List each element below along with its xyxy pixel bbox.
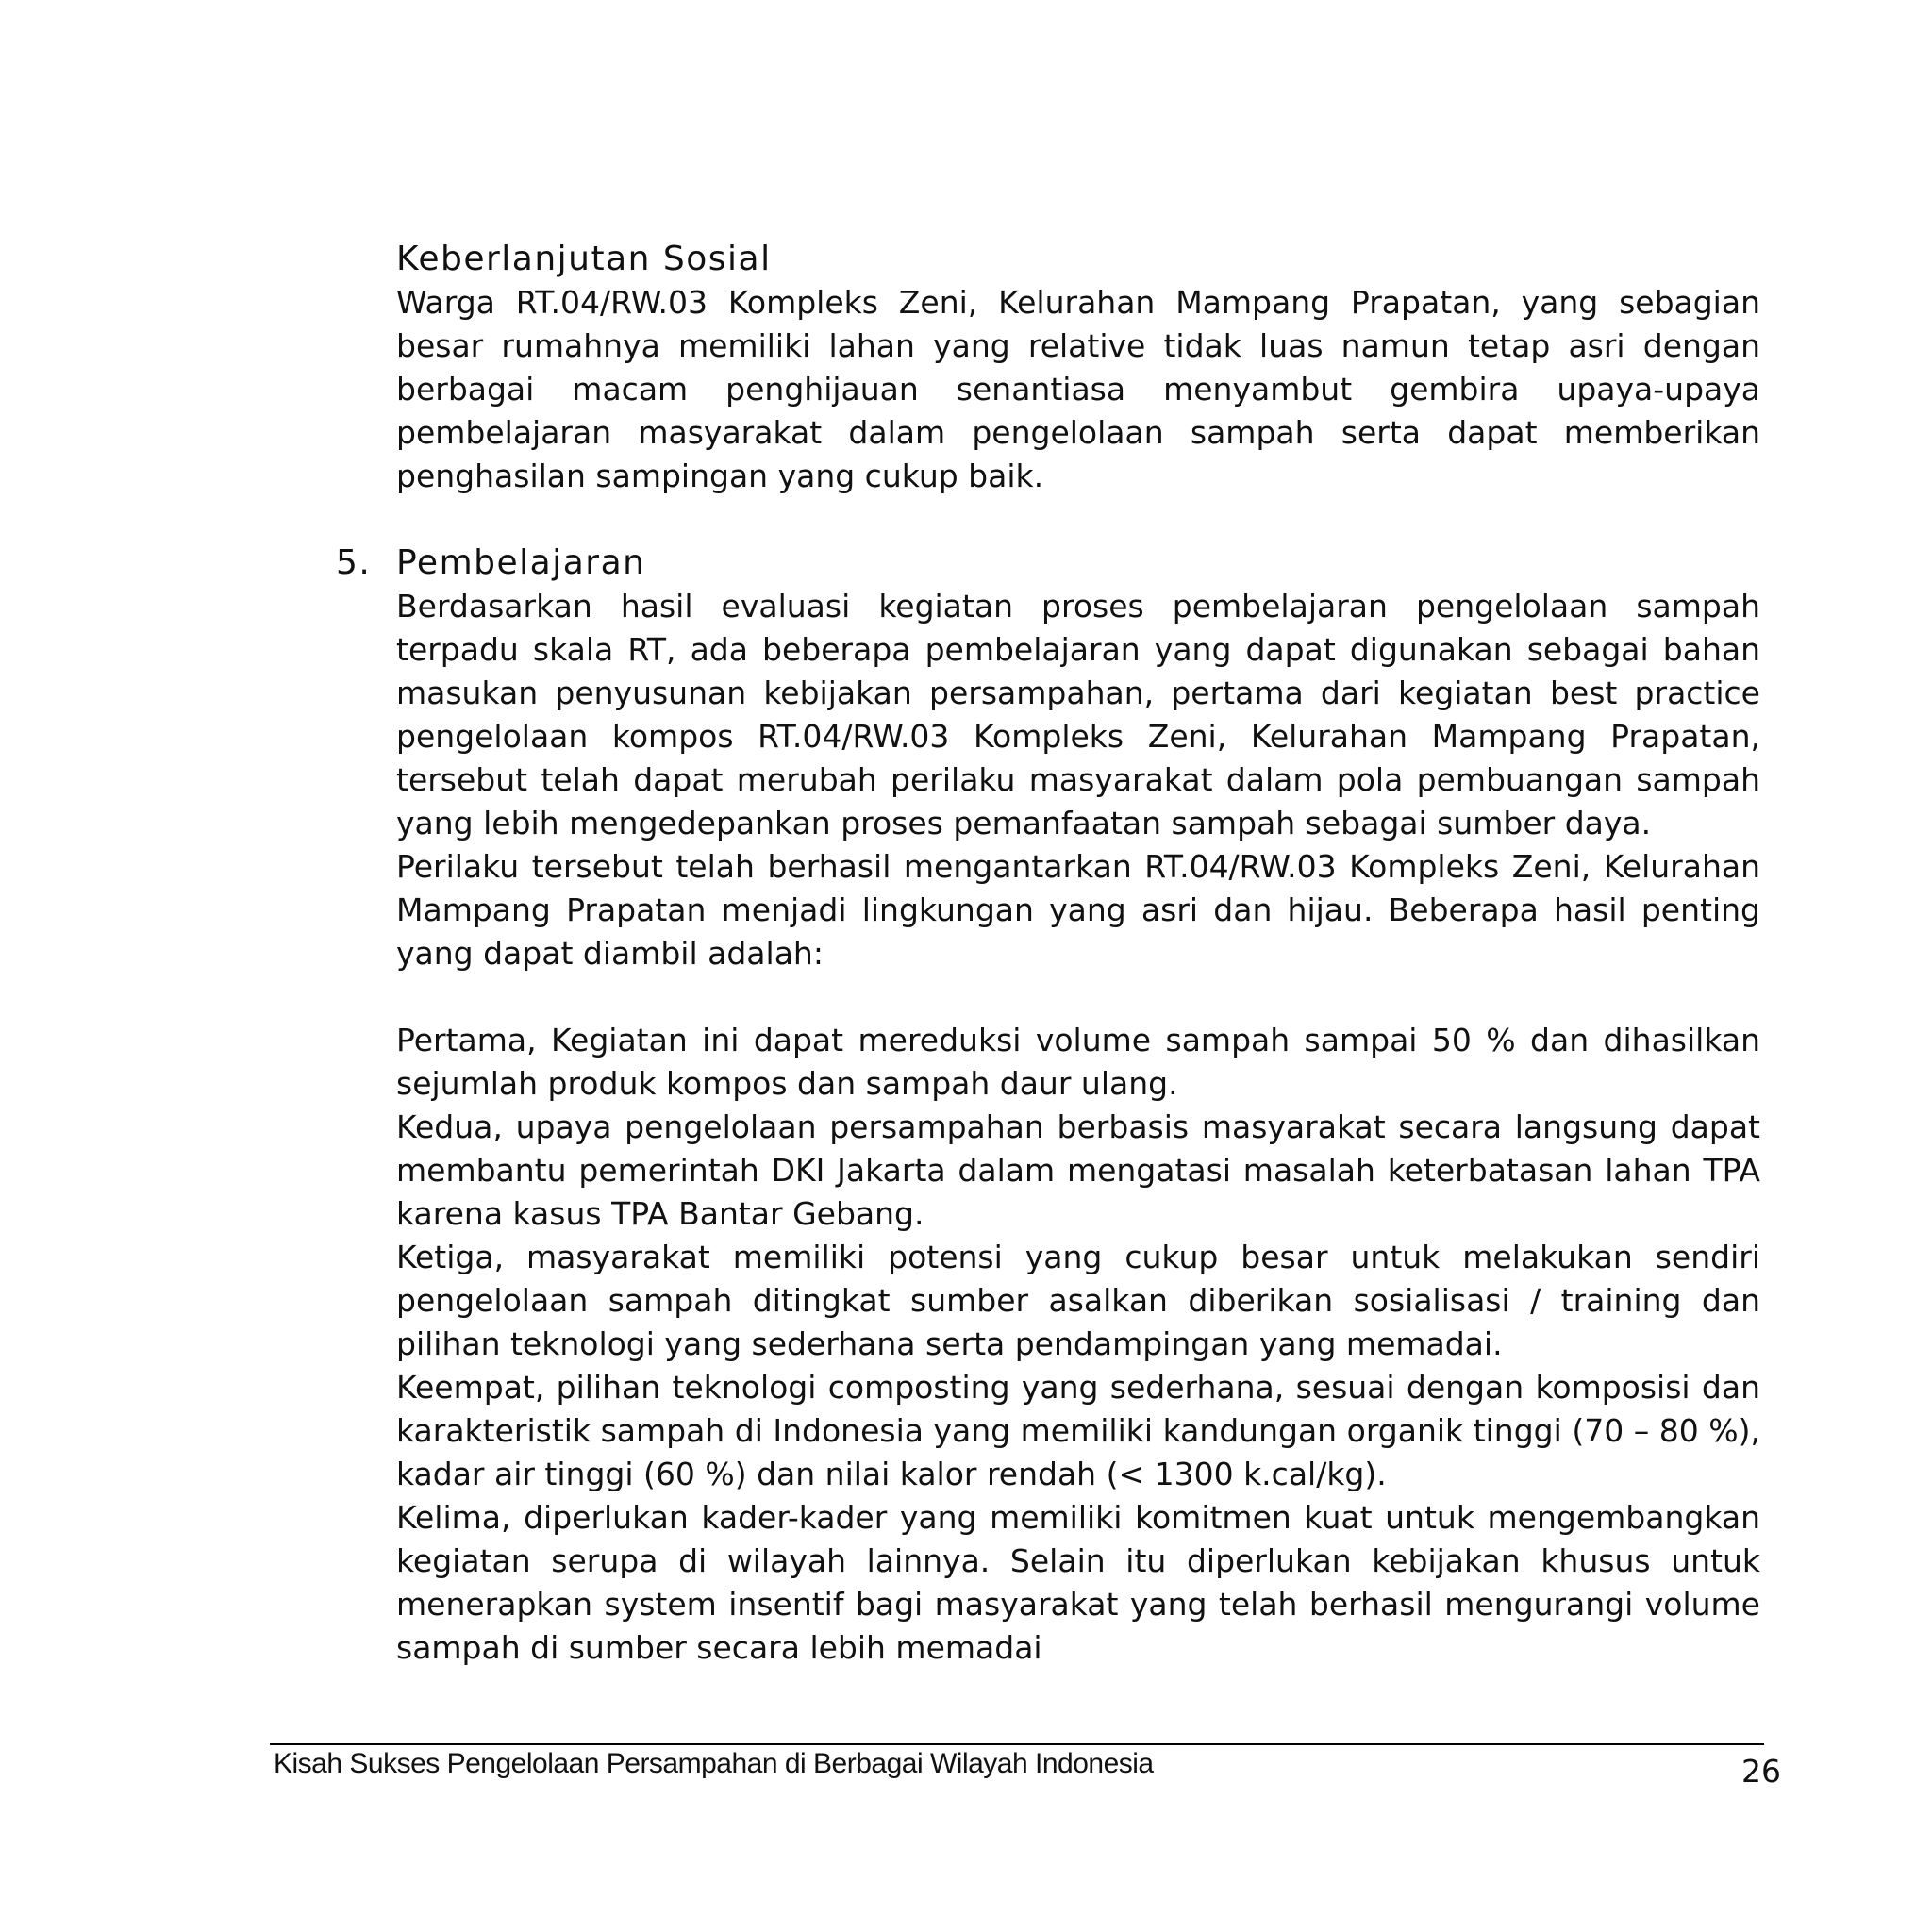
section-number: 5. [336, 543, 372, 582]
section-heading-keberlanjutan-sosial: Keberlanjutan Sosial [396, 240, 772, 278]
paragraph-keberlanjutan-sosial: Warga RT.04/RW.03 Kompleks Zeni, Kelurahan Mampang Prapatan, yang sebagian besar rumahnya memiliki lahan yang relative tidak luas namun tetap asri dengan berbagai macam penghijauan senantiasa menyambut gembira upaya-upaya pembelajaran masyarakat dalam pengelolaan sampah serta dapat memberikan penghasilan sampingan yang cukup baik. [396, 284, 1760, 494]
point-pertama: Pertama, Kegiatan ini dapat mereduksi volume sampah sampai 50 % dan dihasilkan sejumlah produk kompos dan sampah daur ulang. [396, 1022, 1760, 1102]
paragraph-pembelajaran-intro: Berdasarkan hasil evaluasi kegiatan proses pembelajaran pengelolaan sampah terpadu skala RT, ada beberapa pembelajaran yang dapat digunakan sebagai bahan masukan penyusunan kebijakan persampahan, pertama dari kegiatan best practice pengelolaan kompos RT.04/RW.03 Kompleks Zeni, Kelurahan Mampang Prapatan, tersebut telah dapat merubah perilaku masyarakat dalam pola pembuangan sampah yang lebih mengedepankan proses pemanfaatan sampah sebagai sumber daya. [396, 588, 1760, 841]
point-kedua: Kedua, upaya pengelolaan persampahan berbasis masyarakat secara langsung dapat membantu pemerintah DKI Jakarta dalam mengatasi masalah keterbatasan lahan TPA karena kasus TPA Bantar Gebang. [396, 1108, 1760, 1232]
point-keempat: Keempat, pilihan teknologi composting yang sederhana, sesuai dengan komposisi dan karakteristik sampah di Indonesia yang memiliki kandungan organik tinggi (70 – 80 %), kadar air tinggi (60 %) dan nilai kalor rendah (< 1300 k.cal/kg). [396, 1369, 1760, 1492]
point-kelima: Kelima, diperlukan kader-kader yang memiliki komitmen kuat untuk mengembangkan kegiatan serupa di wilayah lainnya. Selain itu diperlukan kebijakan khusus untuk menerapkan system insentif bagi masyarakat yang telah berhasil mengurangi volume sampah di sumber secara lebih memadai [396, 1499, 1760, 1666]
point-ketiga: Ketiga, masyarakat memiliki potensi yang cukup besar untuk melakukan sendiri pengelolaan sampah ditingkat sumber asalkan diberikan sosialisasi / training dan pilihan teknologi yang sederhana serta pendampingan yang memadai. [396, 1239, 1760, 1362]
section-title: Pembelajaran [396, 543, 646, 582]
page-number: 26 [1741, 1753, 1781, 1790]
section-heading-pembelajaran [336, 541, 645, 585]
footer-title: Kisah Sukses Pengelolaan Persampahan di Berbagai Wilayah Indonesia [274, 1748, 1154, 1779]
paragraph-pembelajaran-perilaku: Perilaku tersebut telah berhasil mengantarkan RT.04/RW.03 Kompleks Zeni, Kelurahan Mampang Prapatan menjadi lingkungan yang asri dan hijau. Beberapa hasil penting yang dapat diambil adalah: [396, 848, 1760, 972]
